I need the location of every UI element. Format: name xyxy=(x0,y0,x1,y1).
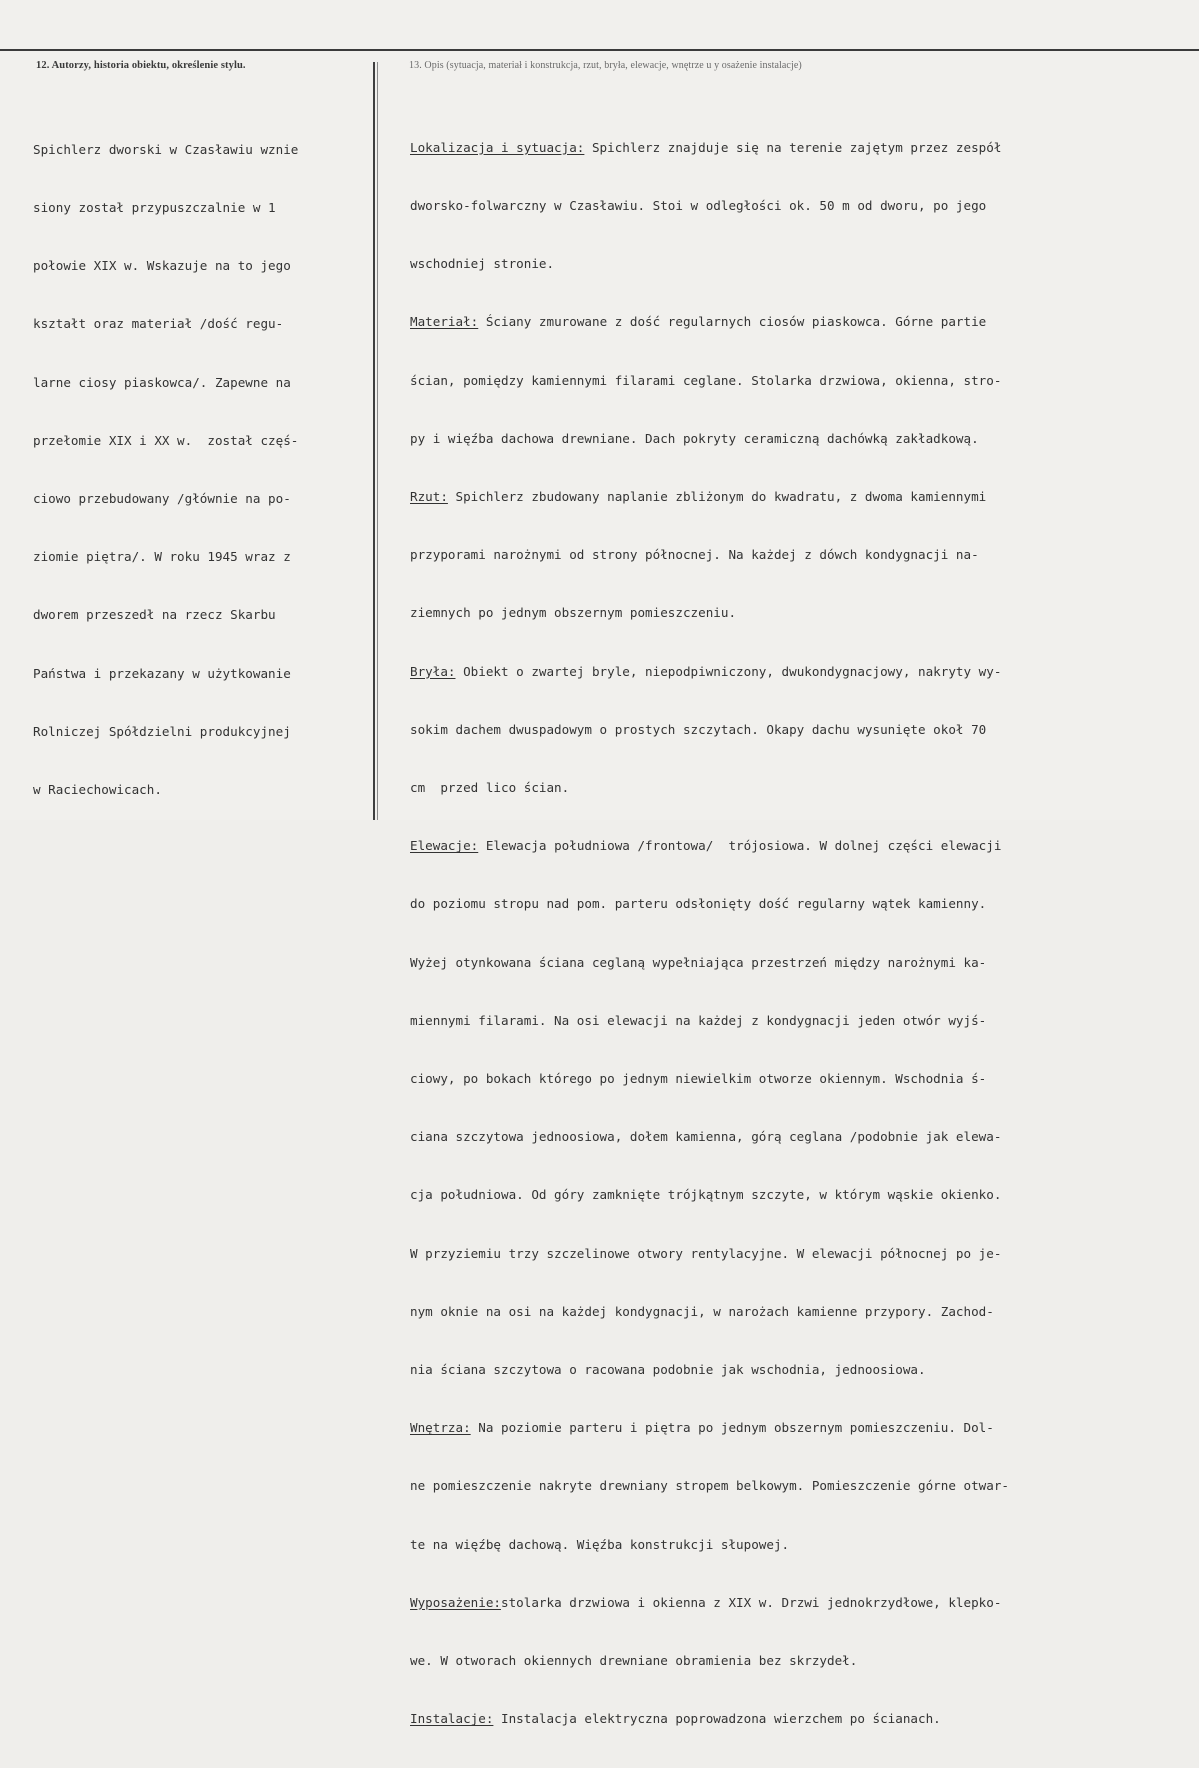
description-line xyxy=(410,1418,1009,1437)
line-text: nia ściana szczytowa o racowana podobnie jak wschodnia, jednoosiowa. xyxy=(410,1362,926,1378)
description-line xyxy=(410,720,1009,739)
history-line: larne ciosy piaskowca/. Zapewne na xyxy=(33,374,291,390)
description-line xyxy=(410,312,1009,331)
section-13-header: 13. Opis (sytuacja, materiał i konstrukcja, rzut, bryła, elewacje, wnętrze u y osażenie instalacje) xyxy=(409,60,802,71)
section-label: Wnętrza: xyxy=(410,1420,471,1436)
section-label: Rzut: xyxy=(410,489,448,505)
history-text xyxy=(33,101,298,838)
description-line xyxy=(410,1709,1009,1728)
line-text: cja południowa. Od góry zamknięte trójkątnym szczyte, w którym wąskie okienko. xyxy=(410,1187,1002,1203)
description-line xyxy=(410,1069,1009,1088)
line-text: stolarka drzwiowa i okienna z XIX w. Drzwi jednokrzydłowe, klepko- xyxy=(501,1594,1002,1610)
line-text: ciana szczytowa jednoosiowa, dołem kamienna, górą ceglana /podobnie jak elewa- xyxy=(410,1129,1002,1145)
history-line: ziomie piętra/. W roku 1945 wraz z xyxy=(33,549,291,565)
line-text: Spichlerz znajduje się na terenie zajętym przez zespół xyxy=(584,139,1002,155)
history-line: siony został przypuszczalnie w 1 xyxy=(33,200,276,216)
history-line: Rolniczej Spółdzielni produkcyjnej xyxy=(33,723,291,739)
line-text: ścian, pomiędzy kamiennymi filarami ceglane. Stolarka drzwiowa, okienna, stro- xyxy=(410,372,1002,388)
line-text: Spichlerz zbudowany naplanie zbliżonym do kwadratu, z dwoma kamiennymi xyxy=(447,489,987,505)
line-text: do poziomu stropu nad pom. parteru odsłonięty dość regularny wątek kamienny. xyxy=(410,896,987,912)
description-line xyxy=(410,603,1009,622)
description-line xyxy=(410,894,1009,913)
description-line xyxy=(410,1651,1009,1670)
history-line: kształt oraz materiał /dość regu- xyxy=(33,316,284,332)
line-text: przyporami narożnymi od strony północnej. Na każdej z dówch kondygnacji na- xyxy=(410,547,979,563)
description-line xyxy=(410,1360,1009,1379)
description-line xyxy=(410,1011,1009,1030)
history-line: połowie XIX w. Wskazuje na to jego xyxy=(33,258,291,274)
line-text: dworsko-folwarczny w Czasławiu. Stoi w odległości ok. 50 m od dworu, po jego xyxy=(410,198,987,214)
line-text: ciowy, po bokach którego po jednym niewielkim otworze okiennym. Wschodnia ś- xyxy=(410,1071,987,1087)
line-text: Obiekt o zwartej bryle, niepodpiwniczony, dwukondygnacjowy, nakryty wy- xyxy=(455,663,1002,679)
line-text: Instalacja elektryczna poprowadzona wierzchem po ścianach. xyxy=(493,1711,941,1727)
line-text: Na poziomie parteru i piętra po jednym obszernym pomieszczeniu. Dol- xyxy=(470,1420,994,1436)
description-line xyxy=(410,429,1009,448)
section-label: Lokalizacja i sytuacja: xyxy=(410,139,585,155)
description-line xyxy=(410,1127,1009,1146)
line-text: Wyżej otynkowana ściana ceglaną wypełniająca przestrzeń między narożnymi ka- xyxy=(410,954,987,970)
history-line: dworem przeszedł na rzecz Skarbu xyxy=(33,607,276,623)
history-line: Państwa i przekazany w użytkowanie xyxy=(33,665,291,681)
description-line xyxy=(410,1244,1009,1263)
line-text: cm przed lico ścian. xyxy=(410,780,570,796)
top-rule xyxy=(0,49,1199,51)
line-text: te na więźbę dachową. Więźba konstrukcji słupowej. xyxy=(410,1536,790,1552)
section-label: Wyposażenie: xyxy=(410,1594,501,1610)
section-label: Instalacje: xyxy=(410,1711,494,1727)
section-12-header: 12. Autorzy, historia obiektu, określenie stylu. xyxy=(36,60,246,71)
description-line xyxy=(410,778,1009,797)
section-label: Materiał: xyxy=(410,314,479,330)
history-line: w Raciechowicach. xyxy=(33,782,162,798)
description-line xyxy=(410,953,1009,972)
description-text xyxy=(410,99,1009,1768)
section-label: Bryła: xyxy=(410,663,456,679)
column-divider-inner xyxy=(377,62,378,820)
description-line xyxy=(410,371,1009,390)
line-text: Ściany zmurowane z dość regularnych ciosów piaskowca. Górne partie xyxy=(478,314,987,330)
description-line xyxy=(410,1302,1009,1321)
line-text: ne pomieszczenie nakryte drewniany stropem belkowym. Pomieszczenie górne otwar- xyxy=(410,1478,1009,1494)
line-text: we. W otworach okiennych drewniane obramienia bez skrzydeł. xyxy=(410,1653,858,1669)
line-text: nym oknie na osi na każdej kondygnacji, w narożach kamienne przypory. Zachod- xyxy=(410,1303,994,1319)
description-line xyxy=(410,1185,1009,1204)
description-line xyxy=(410,836,1009,855)
description-line xyxy=(410,487,1009,506)
description-line xyxy=(410,196,1009,215)
line-text: Elewacja południowa /frontowa/ trójosiowa. W dolnej części elewacji xyxy=(478,838,1002,854)
line-text: W przyziemiu trzy szczelinowe otwory rentylacyjne. W elewacji północnej po je- xyxy=(410,1245,1002,1261)
description-line xyxy=(410,1593,1009,1612)
description-line xyxy=(410,1476,1009,1495)
line-text: py i więźba dachowa drewniane. Dach pokryty ceramiczną dachówką zakładkową. xyxy=(410,430,979,446)
description-line xyxy=(410,545,1009,564)
description-line xyxy=(410,254,1009,273)
column-divider xyxy=(373,62,375,820)
history-line: przełomie XIX i XX w. został częś- xyxy=(33,432,299,448)
description-line xyxy=(410,138,1009,157)
history-line: ciowo przebudowany /głównie na po- xyxy=(33,491,291,507)
line-text: ziemnych po jednym obszernym pomieszczeniu. xyxy=(410,605,737,621)
description-line xyxy=(410,1535,1009,1554)
description-line xyxy=(410,662,1009,681)
line-text: wschodniej stronie. xyxy=(410,256,555,272)
section-label: Elewacje: xyxy=(410,838,479,854)
line-text: sokim dachem dwuspadowym o prostych szczytach. Okapy dachu wysunięte okoł 70 xyxy=(410,721,987,737)
line-text: miennymi filarami. Na osi elewacji na każdej z kondygnacji jeden otwór wyjś- xyxy=(410,1012,987,1028)
history-line: Spichlerz dworski w Czasławiu wznie xyxy=(33,141,299,157)
